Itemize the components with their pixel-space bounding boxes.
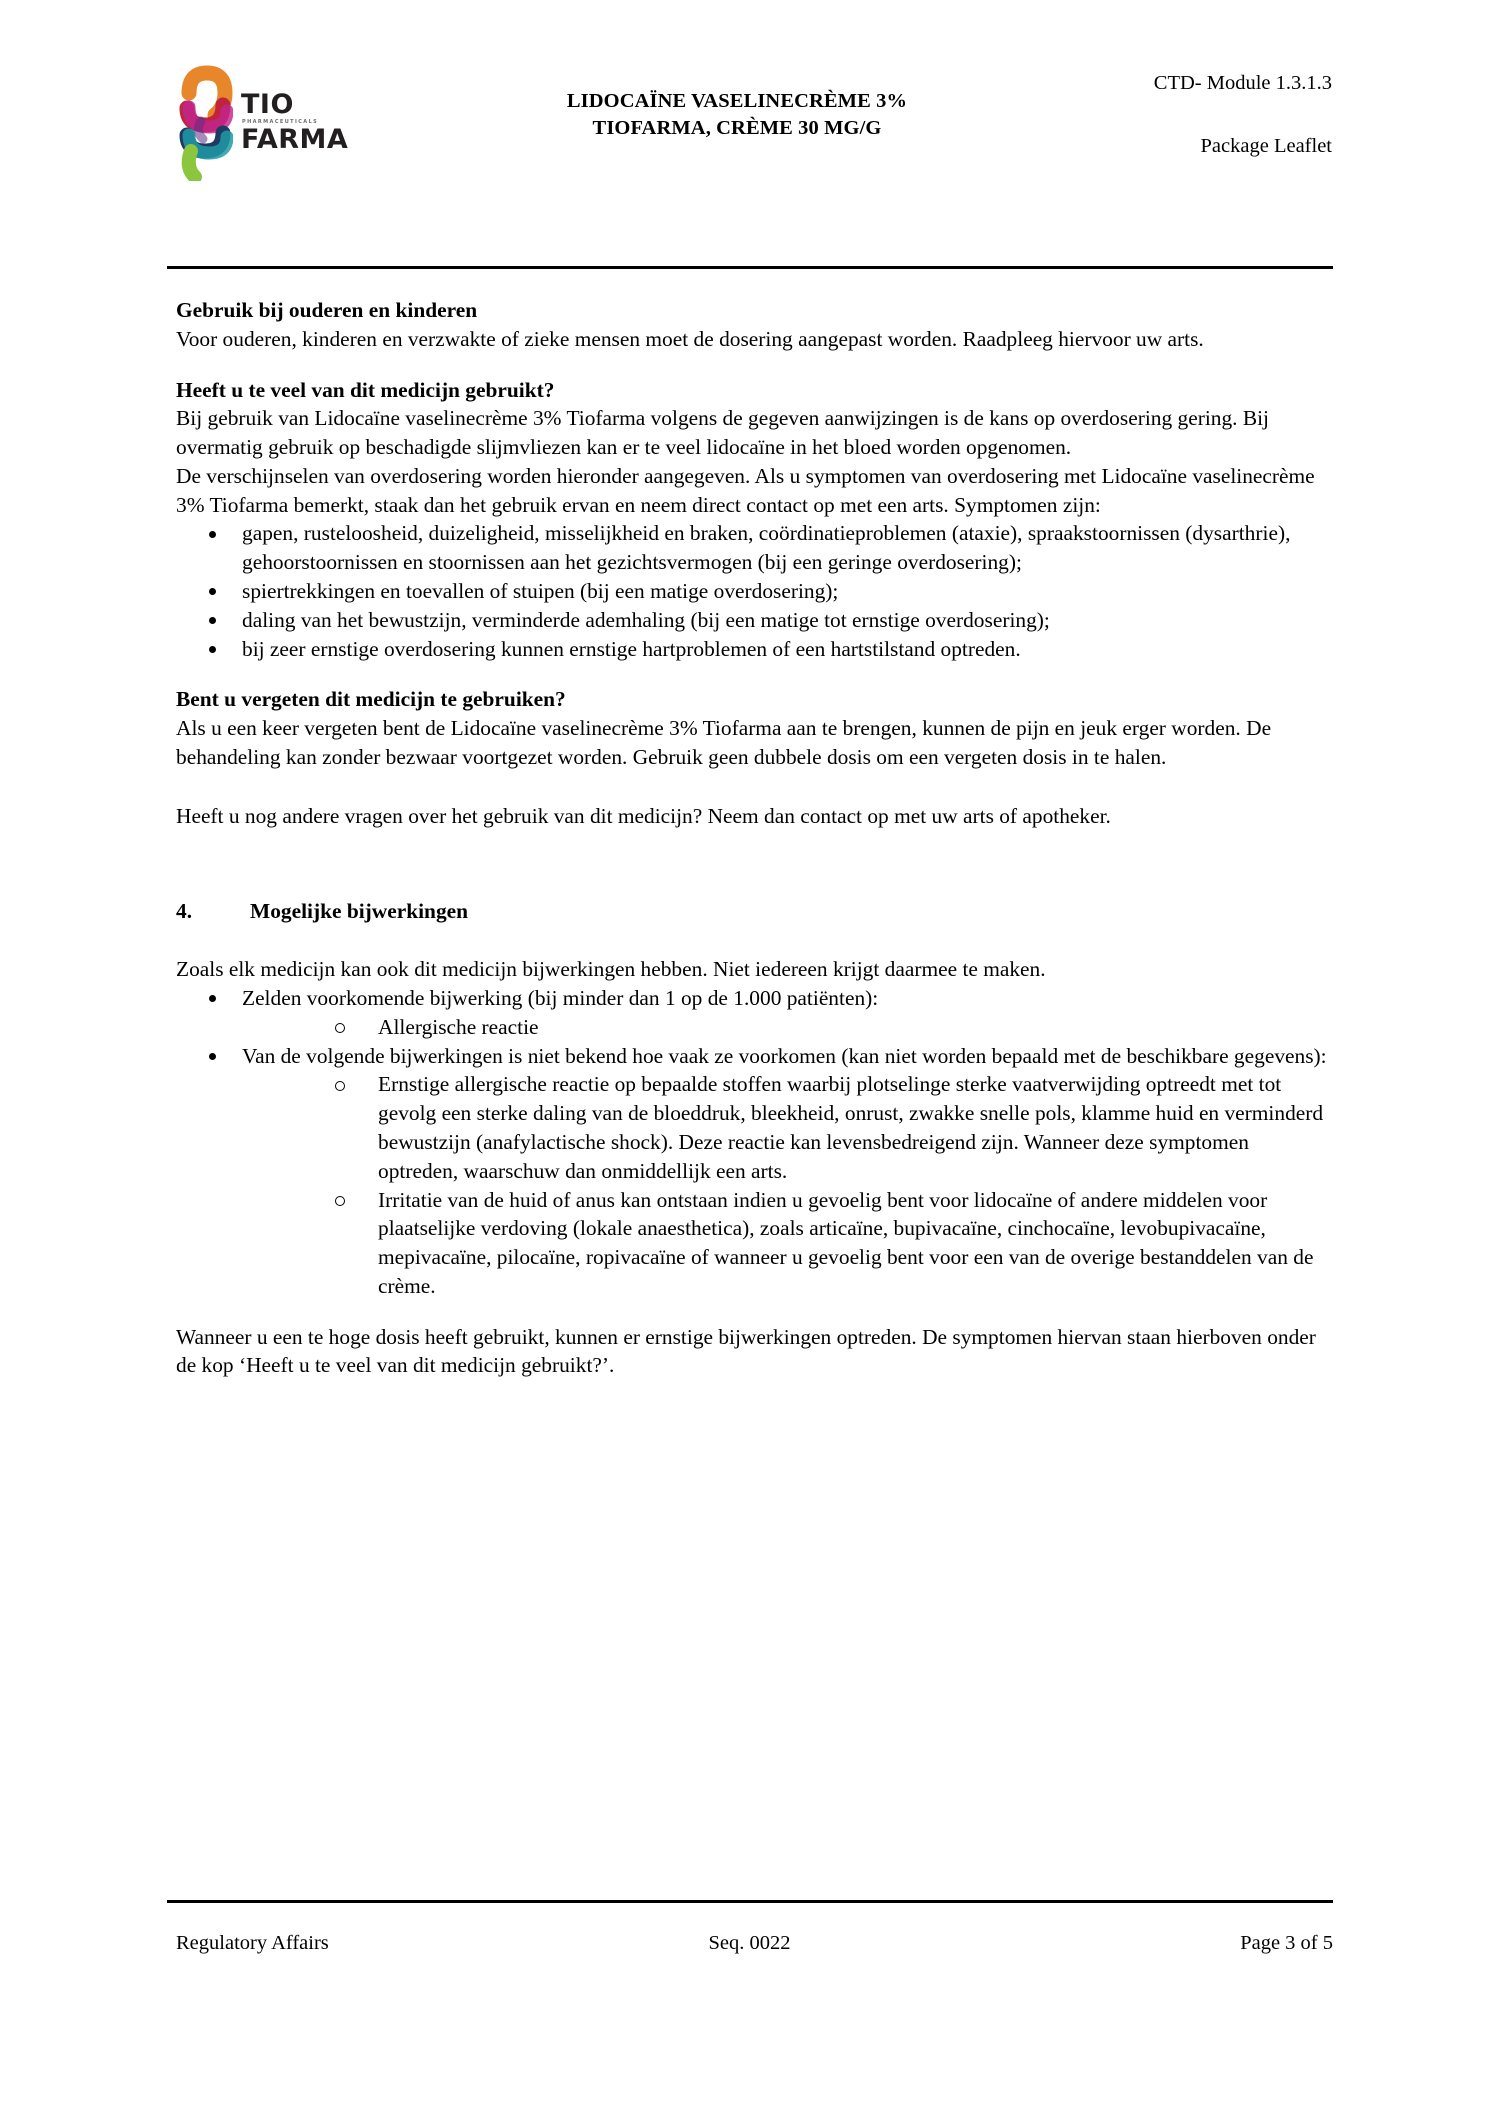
spacer	[176, 772, 1333, 802]
logo-word-top: TIO	[241, 89, 294, 120]
list-item-text: Zelden voorkomende bijwerking (bij minder dan 1 op de 1.000 patiënten):	[242, 986, 879, 1011]
title-line-1: LIDOCAÏNE VASELINECRÈME 3%	[566, 90, 908, 112]
header-metadata	[1067, 62, 1332, 159]
tiofarma-helix-icon	[179, 63, 233, 181]
spacer	[176, 663, 1333, 685]
logo-wordmark	[241, 91, 348, 153]
list-item-text: gapen, rusteloosheid, duizeligheid, misselijkheid en braken, coördinatieproblemen (ataxie), spraakstoornissen (dysarthrie), gehoorstoornissen en stoornissen aan het gezichtsvermogen (bij een geringe overdosering);	[242, 521, 1291, 575]
section-heading-4	[176, 897, 1333, 926]
list-item	[176, 984, 1333, 1042]
bullet-dot-icon	[209, 1053, 216, 1060]
heading-forgot-dose: Bent u vergeten dit medicijn te gebruiken?	[176, 687, 566, 712]
bullet-circle-icon	[335, 1196, 345, 1206]
document-title	[407, 62, 1067, 142]
sublist-item-text: Irritatie van de huid of anus kan ontstaan indien u gevoelig bent voor lidocaïne of andere middelen voor plaatselijke verdoving (lokale anaesthetica), zoals articaïne, bupivacaïne, cinchocaïne, levobupivacaïne, mepivacaïne, pilocaïne, ropivacaïne of wanneer u gevoelig bent voor een van de overige bestanddelen van de crème.	[378, 1187, 1314, 1298]
spacer	[176, 925, 1333, 955]
tiofarma-logo	[167, 62, 427, 182]
sublist-rare	[242, 1013, 1333, 1042]
list-item-text: daling van het bewustzijn, verminderde ademhaling (bij een matige tot ernstige overdosering);	[242, 607, 1050, 632]
bullet-dot-icon	[209, 588, 216, 595]
sublist-item-text: Allergische reactie	[378, 1014, 539, 1039]
bullet-circle-icon	[335, 1081, 345, 1091]
list-side-effects	[176, 984, 1333, 1301]
paragraph-overdose-1: Bij gebruik van Lidocaïne vaselinecrème 3% Tiofarma volgens de gegeven aanwijzingen is de kans op overdosering gering. Bij overmatig gebruik op beschadigde slijmvliezen kan er te veel lidocaïne in het bloed worden opgenomen.	[176, 406, 1270, 460]
paragraph-side-effects-intro: Zoals elk medicijn kan ook dit medicijn bijwerkingen hebben. Niet iedereen krijgt daarmee te maken.	[176, 957, 1046, 982]
sublist-item	[242, 1070, 1333, 1185]
paragraph-high-dose: Wanneer u een te hoge dosis heeft gebruikt, kunnen er ernstige bijwerkingen optreden. De symptomen hiervan staan hierboven onder de kop ‘Heeft u te veel van dit medicijn gebruikt?’.	[176, 1324, 1316, 1378]
sublist-item-text: Ernstige allergische reactie op bepaalde stoffen waarbij plotselinge sterke vaatverwijding optreedt met tot gevolg een sterke daling van de bloeddruk, bleekheid, onrust, zwakke snelle pols, klamme huid en verminderd bewustzijn (anafylactische shock). Deze reactie kan levensbedreigend zijn. Wanneer deze symptomen optreden, waarschuw dan onmiddellijk een arts.	[378, 1072, 1324, 1183]
header-divider	[167, 266, 1333, 269]
logo-word-tagline: PHARMACEUTICALS	[242, 119, 319, 125]
footer-page-number: Page 3 of 5	[1240, 1932, 1333, 1954]
paragraph-other-questions: Heeft u nog andere vragen over het gebruik van dit medicijn? Neem dan contact op met uw arts of apotheker.	[176, 803, 1111, 828]
heading-elderly-children: Gebruik bij ouderen en kinderen	[176, 298, 478, 322]
heading-overdose: Heeft u te veel van dit medicijn gebruikt?	[176, 377, 555, 402]
footer-divider	[167, 1900, 1333, 1903]
list-item	[176, 606, 1333, 635]
list-item	[176, 519, 1333, 577]
list-item-text: bij zeer ernstige overdosering kunnen ernstige hartproblemen of een hartstilstand optreden.	[242, 636, 1021, 661]
spacer	[176, 354, 1333, 376]
list-item-text: spiertrekkingen en toevallen of stuipen (bij een matige overdosering);	[242, 579, 839, 604]
bullet-dot-icon	[209, 617, 216, 624]
footer-department: Regulatory Affairs	[176, 1932, 329, 1954]
paragraph-overdose-2: De verschijnselen van overdosering worden hieronder aangegeven. Als u symptomen van overdosering met Lidocaïne vaselinecrème 3% Tiofarma bemerkt, staak dan het gebruik ervan en neem direct contact op met een arts. Symptomen zijn:	[176, 463, 1315, 517]
bullet-circle-icon	[335, 1023, 345, 1033]
section-number: 4.	[176, 898, 193, 923]
list-item-text: Van de volgende bijwerkingen is niet bekend hoe vaak ze voorkomen (kan niet worden bepaald met de beschikbare gegevens):	[242, 1043, 1327, 1068]
document-body	[176, 296, 1333, 1380]
list-overdose-symptoms	[176, 519, 1333, 663]
bullet-dot-icon	[209, 531, 216, 538]
section-title: Mogelijke bijwerkingen	[250, 898, 469, 923]
footer-sequence: Seq. 0022	[708, 1932, 791, 1954]
ctd-module-label: CTD- Module 1.3.1.3	[1153, 72, 1332, 94]
document-footer	[176, 1932, 1333, 1955]
spacer	[176, 1301, 1333, 1323]
list-item	[176, 1042, 1333, 1301]
title-line-2: TIOFARMA, CRÈME 30 MG/G	[592, 117, 882, 140]
document-type-label: Package Leaflet	[1200, 134, 1332, 157]
list-item	[176, 635, 1333, 664]
spacer	[176, 831, 1333, 897]
sublist-item	[242, 1186, 1333, 1301]
list-item	[176, 577, 1333, 606]
sublist-unknown-frequency	[242, 1070, 1333, 1300]
sublist-item	[242, 1013, 1333, 1042]
logo-word-bottom: FARMA	[241, 124, 349, 155]
paragraph-forgot-dose: Als u een keer vergeten bent de Lidocaïne vaselinecrème 3% Tiofarma aan te brengen, kunnen de pijn en jeuk erger worden. De behandeling kan zonder bezwaar voortgezet worden. Gebruik geen dubbele dosis om een vergeten dosis in te halen.	[176, 716, 1272, 769]
document-header	[167, 62, 1332, 182]
bullet-dot-icon	[209, 646, 216, 653]
paragraph-elderly-children: Voor ouderen, kinderen en verzwakte of zieke mensen moet de dosering aangepast worden. Raadpleeg hiervoor uw arts.	[176, 326, 1204, 351]
bullet-dot-icon	[209, 995, 216, 1002]
